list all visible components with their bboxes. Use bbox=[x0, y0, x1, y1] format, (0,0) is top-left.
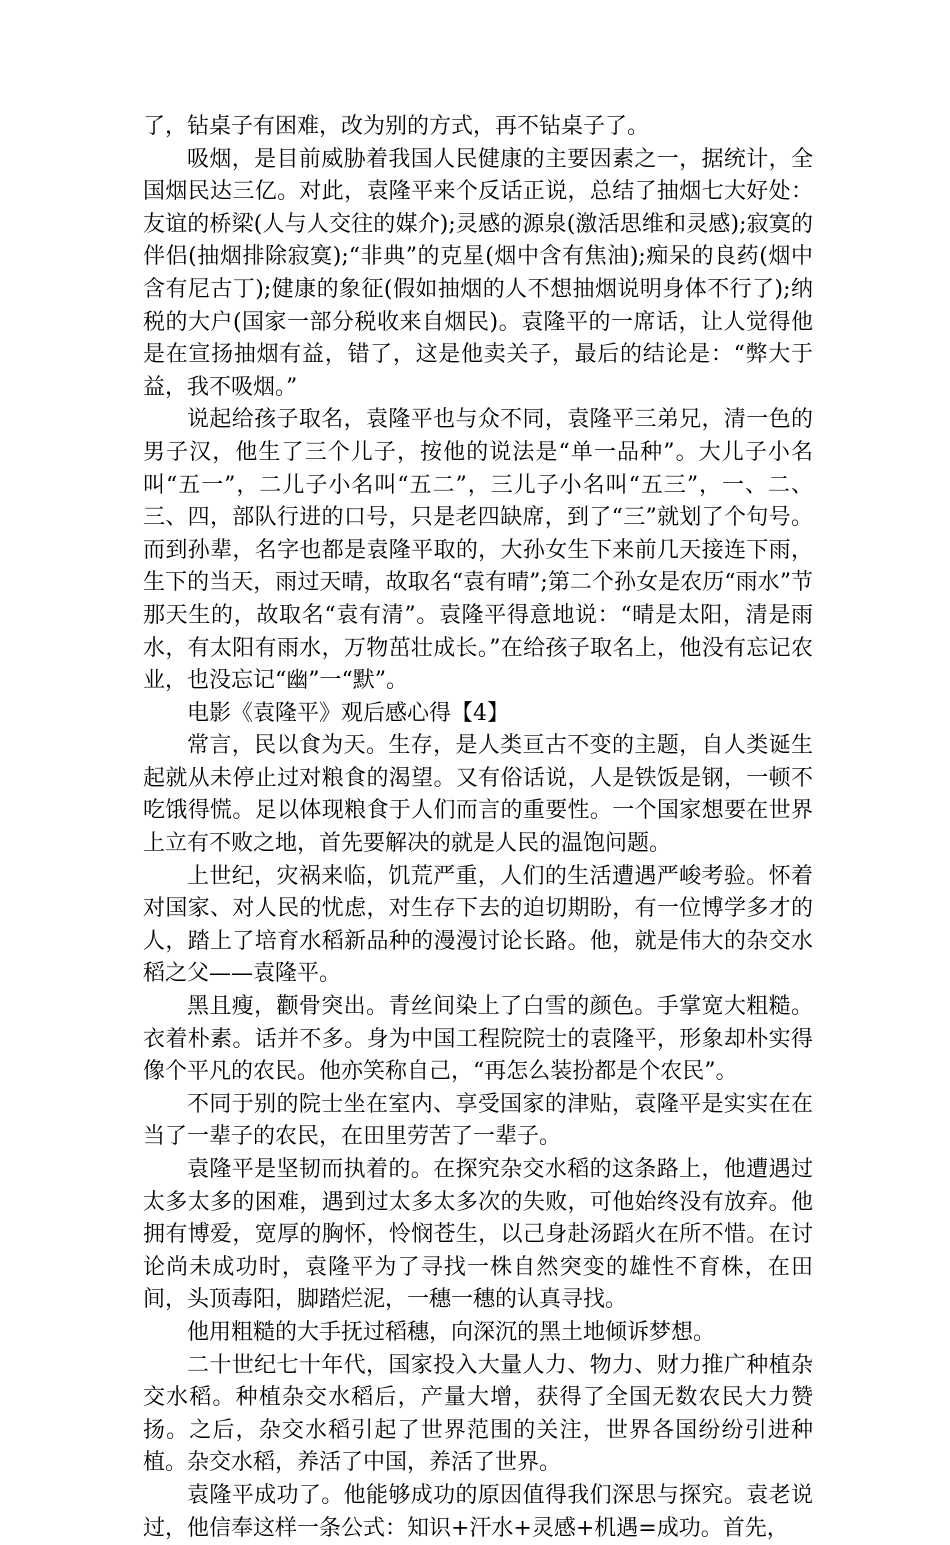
paragraph-dream: 他用粗糙的大手抚过稻穗，向深沉的黑土地倾诉梦想。 bbox=[187, 1319, 716, 1345]
paragraph-farmer: 不同于别的院士坐在室内、享受国家的津贴，袁隆平是实实在在当了一辈子的农民，在田里劳苦了一辈子。 bbox=[143, 1091, 813, 1150]
paragraph-continuation: 了，钻桌子有困难，改为别的方式，再不钻桌子了。 bbox=[143, 114, 650, 139]
paragraph-naming: 说起给孩子取名，袁隆平也与众不同，袁隆平三弟兄，清一色的男子汉，他生了三个儿子，按他的说法是“单一品种”。大儿子小名叫“五一”，二儿子小名叫“五二”，三儿子小名叫“五三”，一、二、三、四，部队行进的口号，只是老四缺席，到了“三”就划了个句号。而到孙辈，名字也都是袁隆平取的，大孙女生下来前几天接连下雨，生下的当天，雨过天晴，故取名“袁有晴”;第二个孙女是农历“雨水”节那天生的，故取名“袁有清”。袁隆平得意地说：“晴是太阳，清是雨水，有太阳有雨水，万物茁壮成长。”在给孩子取名上，他没有忘记农业，也没忘记“幽”一“默”。 bbox=[143, 407, 813, 694]
section-heading: 电影《袁隆平》观后感心得【4】 bbox=[187, 700, 509, 726]
document-body bbox=[143, 111, 813, 1545]
paragraph-smoking: 吸烟，是目前威胁着我国人民健康的主要因素之一，据统计，全国烟民达三亿。对此，袁隆平来个反话正说，总结了抽烟七大好处：友谊的桥梁(人与人交往的媒介);灵感的源泉(激活思维和灵感);寂寞的伴侣(抽烟排除寂寞);“非典”的克星(烟中含有焦油);痴呆的良药(烟中含有尼古丁);健康的象征(假如抽烟的人不想抽烟说明身体不行了);纳税的大户(国家一部分税收来自烟民)。袁隆平的一席话，让人觉得他是在宣扬抽烟有益，错了，这是他卖关子，最后的结论是：“弊大于益，我不吸烟。” bbox=[143, 146, 813, 400]
paragraph-appearance: 黑且瘦，颧骨突出。青丝间染上了白雪的颜色。手掌宽大粗糙。衣着朴素。话并不多。身为中国工程院院士的袁隆平，形象却朴实得像个平凡的农民。他亦笑称自己，“再怎么装扮都是个农民”。 bbox=[143, 994, 813, 1085]
paragraph-food: 常言，民以食为天。生存，是人类亘古不变的主题，自人类诞生起就从未停止过对粮食的渴望。又有俗话说，人是铁饭是钢，一顿不吃饿得慌。足以体现粮食于人们而言的重要性。一个国家想要在世界上立有不败之地，首先要解决的就是人民的温饱问题。 bbox=[143, 733, 813, 857]
paragraph-persistence: 袁隆平是坚韧而执着的。在探究杂交水稻的这条路上，他遭遇过太多太多的困难，遇到过太多太多次的失败，可他始终没有放弃。他拥有博爱，宽厚的胸怀，怜悯苍生，以己身赴汤蹈火在所不惜。在讨论尚未成功时，袁隆平为了寻找一株自然突变的雄性不育株，在田间，头顶毒阳，脚踏烂泥，一穗一穗的认真寻找。 bbox=[143, 1157, 813, 1313]
paragraph-success: 袁隆平成功了。他能够成功的原因值得我们深思与探究。袁老说过，他信奉这样一条公式：知识+汗水+灵感+机遇=成功。首先， bbox=[143, 1482, 813, 1541]
paragraph-last-century: 上世纪，灾祸来临，饥荒严重，人们的生活遭遇严峻考验。怀着对国家、对人民的忧虑，对生存下去的迫切期盼，有一位博学多才的人，踏上了培育水稻新品种的漫漫讨论长路。他，就是伟大的杂交水稻之父——袁隆平。 bbox=[143, 863, 813, 987]
paragraph-seventies: 二十世纪七十年代，国家投入大量人力、物力、财力推广种植杂交水稻。种植杂交水稻后，产量大增，获得了全国无数农民大力赞扬。之后，杂交水稻引起了世界范围的关注，世界各国纷纷引进种植。杂交水稻，养活了中国，养活了世界。 bbox=[143, 1352, 813, 1476]
